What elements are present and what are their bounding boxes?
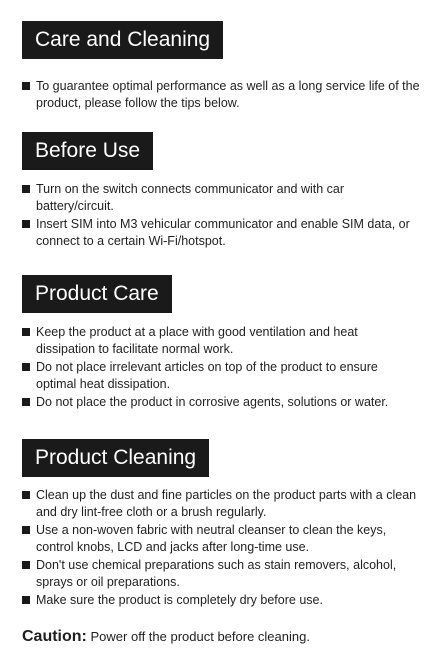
list-item	[0, 324, 436, 358]
list-item	[0, 522, 436, 556]
section-before-use	[0, 132, 436, 251]
section-product-care	[0, 275, 436, 412]
bullet-square-icon	[22, 561, 30, 569]
bullet-square-icon	[22, 398, 30, 406]
section-product-cleaning	[0, 439, 436, 610]
bullet-square-icon	[22, 220, 30, 228]
bullet-square-icon	[22, 185, 30, 193]
bullet-square-icon	[22, 363, 30, 371]
list-item	[0, 592, 436, 609]
bullet-square-icon	[22, 328, 30, 336]
list-item-text: To guarantee optimal performance as well as a long service life of the product, please follow the tips below.	[36, 79, 420, 110]
list-item-text: Make sure the product is completely dry before use.	[36, 593, 323, 607]
bullet-square-icon	[22, 82, 30, 90]
caution-note	[22, 627, 310, 647]
list-item	[0, 394, 436, 411]
list-item	[0, 78, 436, 112]
bullet-list	[0, 487, 436, 609]
list-item-text: Do not place irrelevant articles on top of the product to ensure optimal heat dissipation.	[36, 360, 378, 391]
list-item-text: Clean up the dust and fine particles on the product parts with a clean and dry lint-free cloth or a brush regularly.	[36, 488, 417, 519]
bullet-square-icon	[22, 526, 30, 534]
list-item	[0, 181, 436, 215]
list-item-text: Don't use chemical preparations such as stain removers, alcohol, sprays or oil preparations.	[36, 558, 397, 589]
list-item-text: Turn on the switch connects communicator and with car battery/circuit.	[36, 182, 345, 213]
bullet-list	[0, 324, 436, 411]
list-item	[0, 487, 436, 521]
list-item-text: Use a non-woven fabric with neutral cleanser to clean the keys, control knobs, LCD and jacks after long-time use.	[36, 523, 387, 554]
caution-text: Power off the product before cleaning.	[90, 629, 310, 644]
section-heading: Care and Cleaning	[22, 21, 223, 59]
bullet-square-icon	[22, 596, 30, 604]
caution-label: Caution:	[22, 628, 87, 645]
bullet-list	[0, 78, 436, 112]
list-item	[0, 359, 436, 393]
section-heading: Product Care	[22, 275, 172, 313]
list-item-text: Do not place the product in corrosive agents, solutions or water.	[36, 395, 389, 409]
section-heading: Product Cleaning	[22, 439, 209, 477]
list-item-text: Keep the product at a place with good ventilation and heat dissipation to facilitate normal work.	[36, 325, 358, 356]
bullet-square-icon	[22, 491, 30, 499]
section-heading: Before Use	[22, 132, 153, 170]
list-item	[0, 216, 436, 250]
list-item	[0, 557, 436, 591]
bullet-list	[0, 181, 436, 250]
section-care-and-cleaning	[0, 21, 436, 113]
list-item-text: Insert SIM into M3 vehicular communicator and enable SIM data, or connect to a certain Wi-Fi/hotspot.	[36, 217, 410, 248]
